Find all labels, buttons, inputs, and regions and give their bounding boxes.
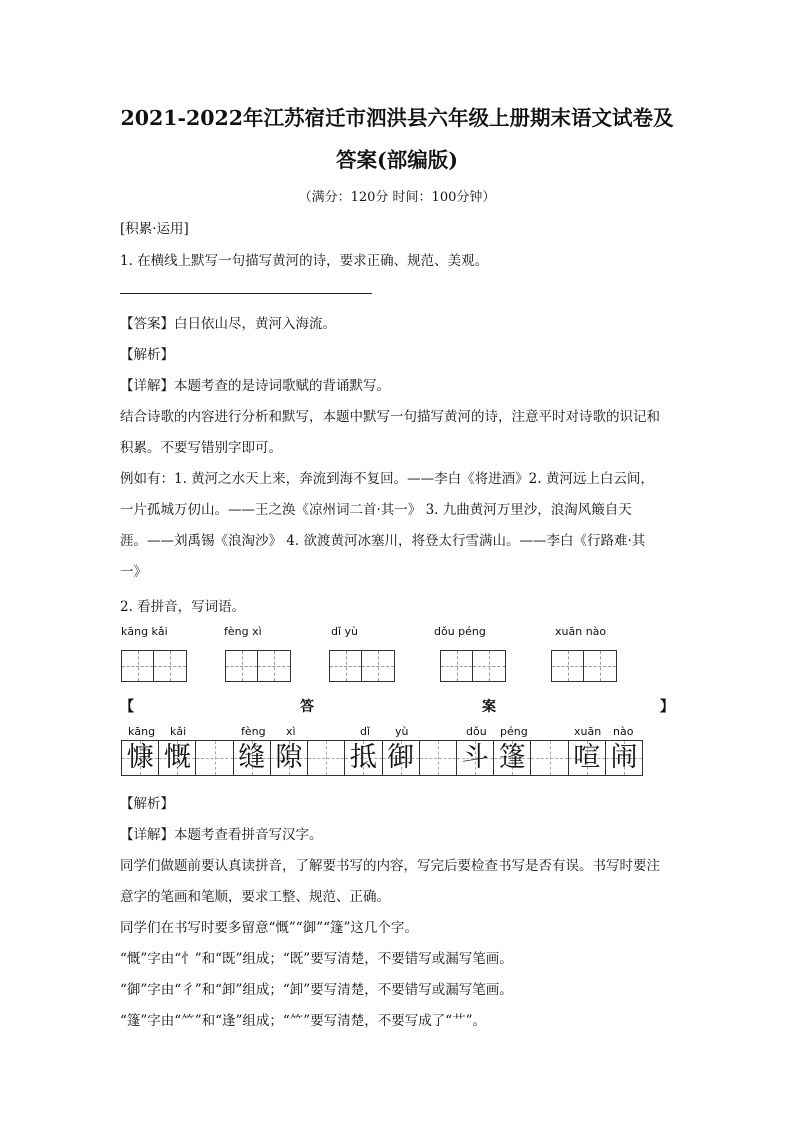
answer-pinyin: nào [613, 725, 634, 738]
answer-char-cell: 闹 [606, 741, 642, 775]
document-title-line-1: 2021-2022年江苏宿迁市泗洪县六年级上册期末语文试卷及 [120, 106, 674, 130]
q1-example-line: 涯。——刘禹锡《浪淘沙》 4. 欲渡黄河冰塞川，将登太行雪满山。——李白《行路难·其 [120, 533, 646, 549]
answer-pinyin: péng [500, 725, 528, 738]
answer-header-char: 答 [300, 699, 314, 715]
q2-para-line: 意字的笔画和笔顺，要求工整、规范、正确。 [120, 889, 390, 905]
q2-para-line: 同学们做题前要认真读拼音，了解要书写的内容，写完后要检查书写是否有误。书写时要注 [120, 858, 660, 874]
answer-header-bracket-open: 【 [120, 699, 134, 715]
q1-analysis-label: 【解析】 [120, 347, 174, 363]
pinyin-prompt: kāng kǎi [121, 625, 168, 638]
q1-example-line: 一片孤城万仞山。——王之涣《凉州词二首·其一》 3. 九曲黄河万里沙，浪淘风簸自天 [120, 502, 632, 518]
q1-para-line: 结合诗歌的内容进行分析和默写，本题中默写一句描写黄河的诗，注意平时对诗歌的识记和 [120, 409, 660, 425]
q1-detail: 【详解】本题考查的是诗词歌赋的背诵默写。 [120, 378, 390, 394]
writing-grid[interactable] [225, 650, 291, 682]
answer-character-grid [121, 740, 643, 776]
answer-pinyin: dǐ [360, 725, 371, 738]
answer-char-cell [531, 741, 568, 775]
answer-pinyin: fèng [241, 725, 266, 738]
q1-example-line: 一》 [120, 564, 147, 580]
answer-char-cell [196, 741, 233, 775]
answer-char-cell: 隙 [271, 741, 308, 775]
writing-grid[interactable] [329, 650, 395, 682]
exam-info: （满分：120分 时间：100分钟） [298, 190, 496, 205]
q1-answer: 【答案】白日依山尽，黄河入海流。 [120, 316, 336, 332]
writing-grid[interactable] [440, 650, 506, 682]
writing-grid[interactable] [551, 650, 617, 682]
answer-header-bracket-close: 】 [660, 699, 674, 715]
q2-analysis-label: 【解析】 [120, 796, 174, 812]
pinyin-prompt: dǐ yù [331, 625, 359, 638]
answer-char-cell: 慷 [122, 741, 159, 775]
document-title-line-2: 答案(部编版) [336, 148, 458, 172]
answer-header-char: 案 [482, 699, 496, 715]
q1-example-line: 例如有：1. 黄河之水天上来，奔流到海不复回。——李白《将进酒》2. 黄河远上白云间， [120, 471, 654, 487]
answer-char-cell: 御 [383, 741, 420, 775]
q1-para-line: 积累。不要写错别字即可。 [120, 440, 282, 456]
answer-char-cell [420, 741, 457, 775]
writing-grid[interactable] [121, 650, 187, 682]
q2-para-line: “篷”字由“⺮”和“逢”组成；“⺮”要写清楚，不要写成了“艹”。 [120, 1013, 487, 1029]
pinyin-prompt: dǒu péng [434, 625, 486, 638]
answer-pinyin: yù [395, 725, 409, 738]
q2-para-line: “慨”字由“忄”和“既”组成；“既”要写清楚，不要错写或漏写笔画。 [120, 951, 513, 967]
q2-detail: 【详解】本题考查看拼音写汉字。 [120, 827, 323, 843]
answer-char-cell: 缝 [234, 741, 271, 775]
answer-char-cell: 慨 [159, 741, 196, 775]
q1-question: 1. 在横线上默写一句描写黄河的诗，要求正确、规范、美观。 [120, 253, 489, 269]
answer-char-cell: 斗 [457, 741, 494, 775]
pinyin-prompt: fèng xì [224, 625, 262, 638]
answer-pinyin: kāng [128, 725, 156, 738]
q1-blank-line [120, 293, 372, 294]
answer-char-cell: 喧 [569, 741, 606, 775]
answer-pinyin: kǎi [170, 725, 187, 738]
pinyin-prompt: xuān nào [555, 625, 607, 638]
answer-pinyin: xuān [574, 725, 602, 738]
q2-para-line: “御”字由“彳”和“卸”组成；“卸”要写清楚，不要错写或漏写笔画。 [120, 982, 513, 998]
answer-char-cell [308, 741, 345, 775]
answer-pinyin: xì [286, 725, 296, 738]
answer-pinyin: dǒu [466, 725, 487, 738]
answer-char-cell: 篷 [494, 741, 531, 775]
q2-para-line: 同学们在书写时要多留意“慨”“御”“篷”这几个字。 [120, 920, 418, 936]
section-heading: [积累·运用] [120, 221, 189, 237]
q2-question: 2. 看拼音，写词语。 [120, 599, 246, 615]
answer-char-cell: 抵 [345, 741, 382, 775]
